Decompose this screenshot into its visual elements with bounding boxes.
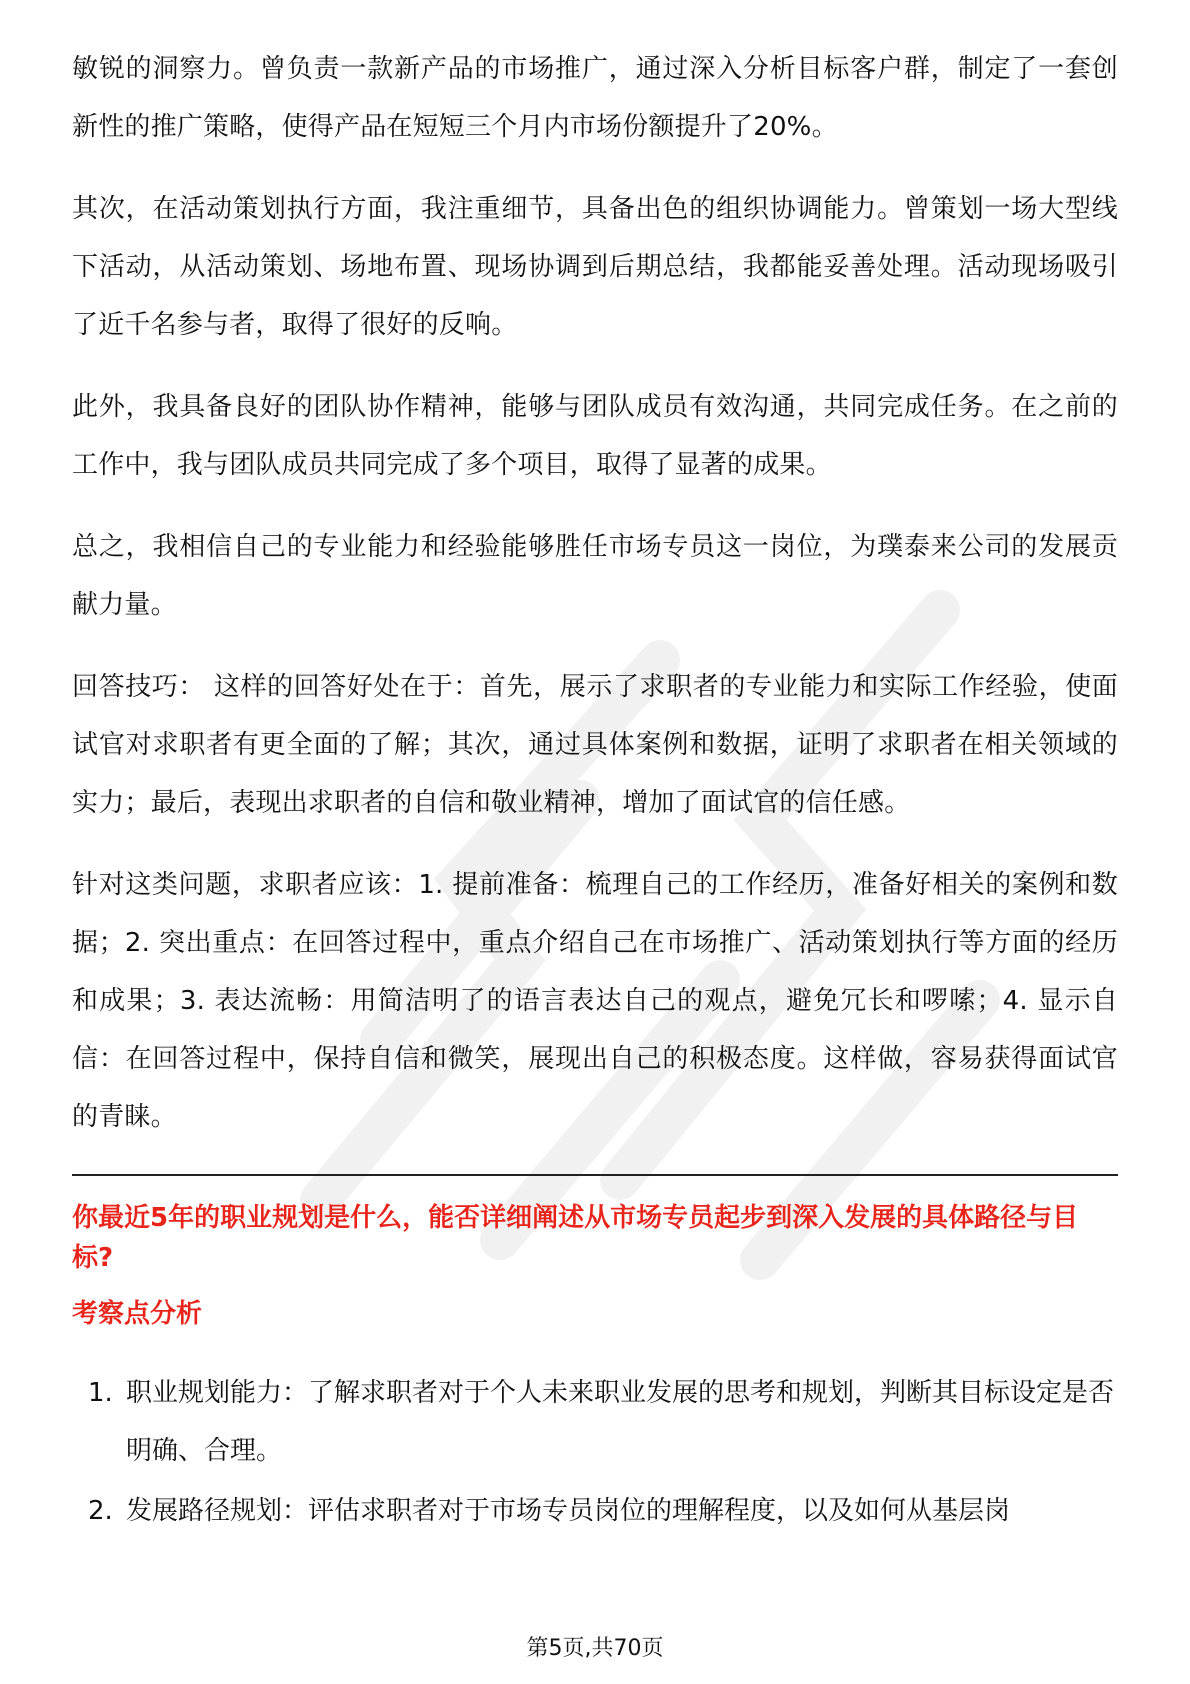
list-item-text: 发展路径规划：评估求职者对于市场专员岗位的理解程度，以及如何从基层岗 [126, 1496, 1011, 1526]
paragraph-summary: 总之，我相信自己的专业能力和经验能够胜任市场专员这一岗位，为璞泰来公司的发展贡献力量。 [72, 532, 1118, 620]
question-heading: 你最近5年的职业规划是什么，能否详细阐述从市场专员起步到深入发展的具体路径与目标? [72, 1203, 1079, 1273]
paragraph-insight: 敏锐的洞察力。曾负责一款新产品的市场推广，通过深入分析目标客户群，制定了一套创新性的推广策略，使得产品在短短三个月内市场份额提升了20%。 [72, 54, 1118, 142]
page-footer: 第5页,共70页 [526, 1636, 664, 1661]
paragraph-teamwork: 此外，我具备良好的团队协作精神，能够与团队成员有效沟通，共同完成任务。在之前的工作中，我与团队成员共同完成了多个项目，取得了显著的成果。 [72, 392, 1118, 480]
paragraph-event-planning: 其次，在活动策划执行方面，我注重细节，具备出色的组织协调能力。曾策划一场大型线下活动，从活动策划、场地布置、现场协调到后期总结，我都能妥善处理。活动现场吸引了近千名参与者，取得了很好的反响。 [72, 194, 1118, 340]
list-item-text: 职业规划能力：了解求职者对于个人未来职业发展的思考和规划，判断其目标设定是否明确、合理。 [126, 1378, 1115, 1466]
analysis-list [72, 1364, 1118, 1540]
list-item-number: 2. [88, 1496, 113, 1526]
paragraph-advice: 针对这类问题，求职者应该：1. 提前准备：梳理自己的工作经历，准备好相关的案例和数据；2. 突出重点：在回答过程中，重点介绍自己在市场推广、活动策划执行等方面的经历和成果；3. 表达流畅：用简洁明了的语言表达自己的观点，避免冗长和啰嗦；4. 显示自信：在回答过程中，保持自信和微笑，展现出自己的积极态度。这样做，容易获得面试官的青睐。 [72, 870, 1118, 1132]
list-item-number: 1. [88, 1378, 113, 1408]
paragraph-answer-tips: 回答技巧： 这样的回答好处在于：首先，展示了求职者的专业能力和实际工作经验，使面试官对求职者有更全面的了解；其次，通过具体案例和数据，证明了求职者在相关领域的实力；最后，表现出求职者的自信和敬业精神，增加了面试官的信任感。 [72, 672, 1118, 818]
main-content [72, 40, 1118, 1542]
analysis-heading: 考察点分析 [72, 1299, 203, 1329]
list-item [72, 1364, 1118, 1480]
list-item [72, 1482, 1118, 1540]
section-divider [72, 1174, 1118, 1176]
